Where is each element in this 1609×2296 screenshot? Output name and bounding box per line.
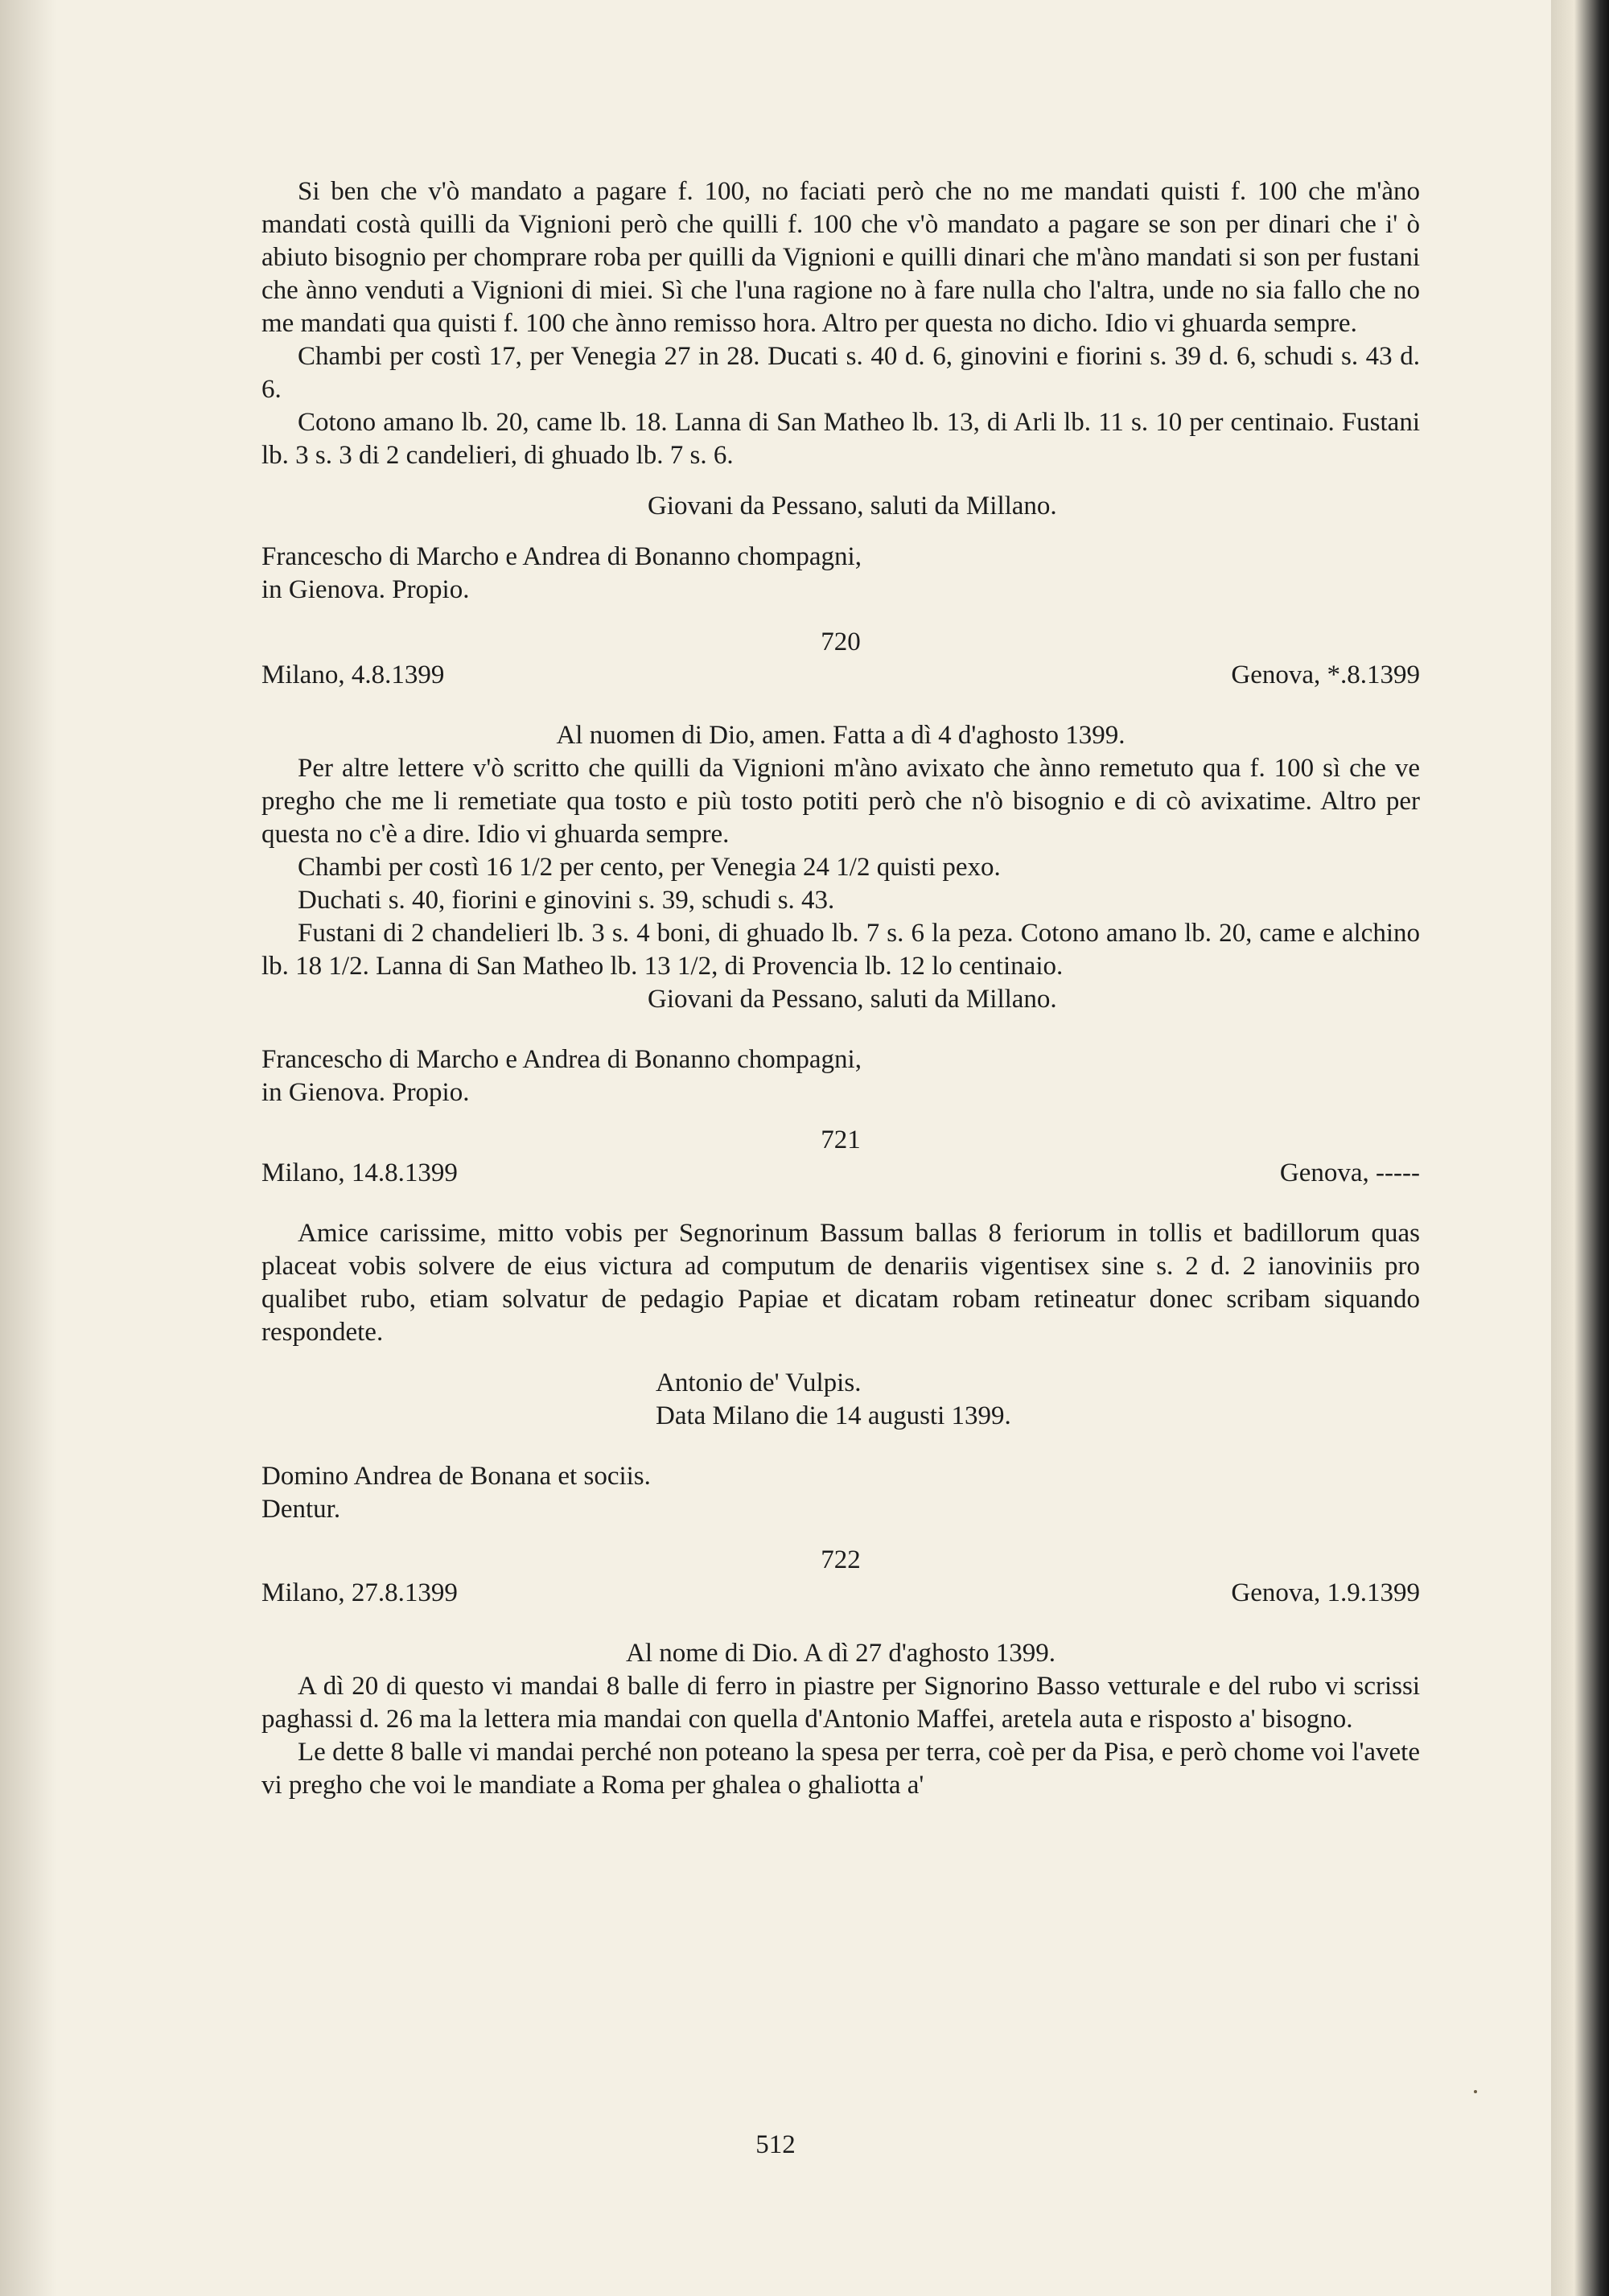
gutter-shadow bbox=[0, 0, 56, 2296]
letter-destination: Genova, *.8.1399 bbox=[1231, 660, 1420, 689]
signature: Antonio de' Vulpis. bbox=[656, 1368, 862, 1397]
letter-origin: Milano, 14.8.1399 bbox=[261, 1158, 458, 1187]
letter-number: 722 bbox=[821, 1545, 861, 1574]
letter-opening: Al nuomen di Dio, amen. Fatta a dì 4 d'aghosto 1399. bbox=[556, 721, 1125, 750]
paragraph: Chambi per costì 16 1/2 per cento, per Venegia 24 1/2 quisti pexo. bbox=[298, 853, 1001, 882]
page-number: 512 bbox=[755, 2130, 796, 2159]
letter-destination: Genova, ----- bbox=[1279, 1158, 1420, 1187]
address-line: Francescho di Marcho e Andrea di Bonanno chompagni, bbox=[261, 542, 862, 571]
paragraph: Si ben che v'ò mandato a pagare f. 100, no faciati però che no me mandati quisti f. 100 che m'àno mandati costà quilli da Vignioni però che quilli f. 100 che v'ò mandato a pagare se son per dinari che i' ò abiuto bisognio per chomprare roba per quilli da Vignioni e quilli dinari che m'àno mandati si son per fustani che ànno venduti a Vignioni di miei. Sì che l'una ragione no à fare nulla cho l'altra, unde no sia fallo che no me mandati qua quisti f. 100 che ànno remisso hora. Altro per questa no dicho. Idio vi ghuarda sempre. bbox=[261, 177, 1420, 338]
paragraph: Duchati s. 40, fiorini e ginovini s. 39, schudi s. 43. bbox=[298, 886, 835, 915]
signature: Giovani da Pessano, saluti da Millano. bbox=[648, 985, 1057, 1014]
paragraph: Chambi per costì 17, per Venegia 27 in 28. Ducati s. 40 d. 6, ginovini e fiorini s. 39 d. 6, schudi s. 43 d. 6. bbox=[261, 342, 1420, 404]
address-line: in Gienova. Propio. bbox=[261, 1078, 470, 1107]
paragraph: Fustani di 2 chandelieri lb. 3 s. 4 boni, di ghuado lb. 7 s. 6 la peza. Cotono amano lb. 20, came e alchino lb. 18 1/2. Lanna di San Matheo lb. 13 1/2, di Provencia lb. 12 lo centinaio. bbox=[261, 919, 1420, 981]
paragraph: A dì 20 di questo vi mandai 8 balle di ferro in piastre per Signorino Basso vetturale e del rubo vi scrissi paghassi d. 26 ma la lettera mia mandai con quella d'Antonio Maffei, aretela auta e risposto a' bisogno. bbox=[261, 1672, 1420, 1734]
book-edge bbox=[1551, 0, 1609, 2296]
address-line: Domino Andrea de Bonana et sociis. bbox=[261, 1462, 651, 1491]
address-line: in Gienova. Propio. bbox=[261, 575, 470, 604]
letter-header bbox=[261, 659, 1420, 692]
address-line: Francescho di Marcho e Andrea di Bonanno chompagni, bbox=[261, 1045, 862, 1074]
paragraph: Le dette 8 balle vi mandai perché non poteano la spesa per terra, coè per da Pisa, e però chome voi l'avete vi pregho che voi le mandiate a Roma per ghalea o ghaliotta a' bbox=[261, 1738, 1420, 1800]
signature: Giovani da Pessano, saluti da Millano. bbox=[648, 492, 1057, 521]
letter-header bbox=[261, 1577, 1420, 1610]
paragraph: Cotono amano lb. 20, came lb. 18. Lanna di San Matheo lb. 13, di Arli lb. 11 s. 10 per centinaio. Fustani lb. 3 s. 3 di 2 candelieri, di ghuado lb. 7 s. 6. bbox=[261, 408, 1420, 470]
address-line: Dentur. bbox=[261, 1495, 341, 1524]
letter-destination: Genova, 1.9.1399 bbox=[1231, 1578, 1420, 1607]
letter-number: 720 bbox=[821, 627, 861, 656]
text-block bbox=[261, 175, 1420, 1802]
letter-opening: Al nome di Dio. A dì 27 d'aghosto 1399. bbox=[626, 1639, 1056, 1668]
signature-date: Data Milano die 14 augusti 1399. bbox=[656, 1401, 1011, 1430]
letter-origin: Milano, 27.8.1399 bbox=[261, 1578, 458, 1607]
paper-speck bbox=[1474, 2090, 1477, 2093]
letter-header bbox=[261, 1157, 1420, 1190]
letter-number: 721 bbox=[821, 1125, 861, 1154]
paragraph: Per altre lettere v'ò scritto che quilli da Vignioni m'àno avixato che ànno remetuto qua f. 100 sì che ve pregho che me li remetiate qua tosto e più tosto potiti però che n'ò bisognio e di cò avixatime. Altro per questa no c'è a dire. Idio vi ghuarda sempre. bbox=[261, 754, 1420, 849]
letter-origin: Milano, 4.8.1399 bbox=[261, 660, 445, 689]
paragraph: Amice carissime, mitto vobis per Segnorinum Bassum ballas 8 feriorum in tollis et badillorum quas placeat vobis solvere de eius victura ad computum de denariis vigentisex sine s. 2 d. 2 ianoviniis pro qualibet rubo, etiam solvatur de pedagio Papiae et dicatam robam retineatur donec scribam siquando respondete. bbox=[261, 1219, 1420, 1347]
